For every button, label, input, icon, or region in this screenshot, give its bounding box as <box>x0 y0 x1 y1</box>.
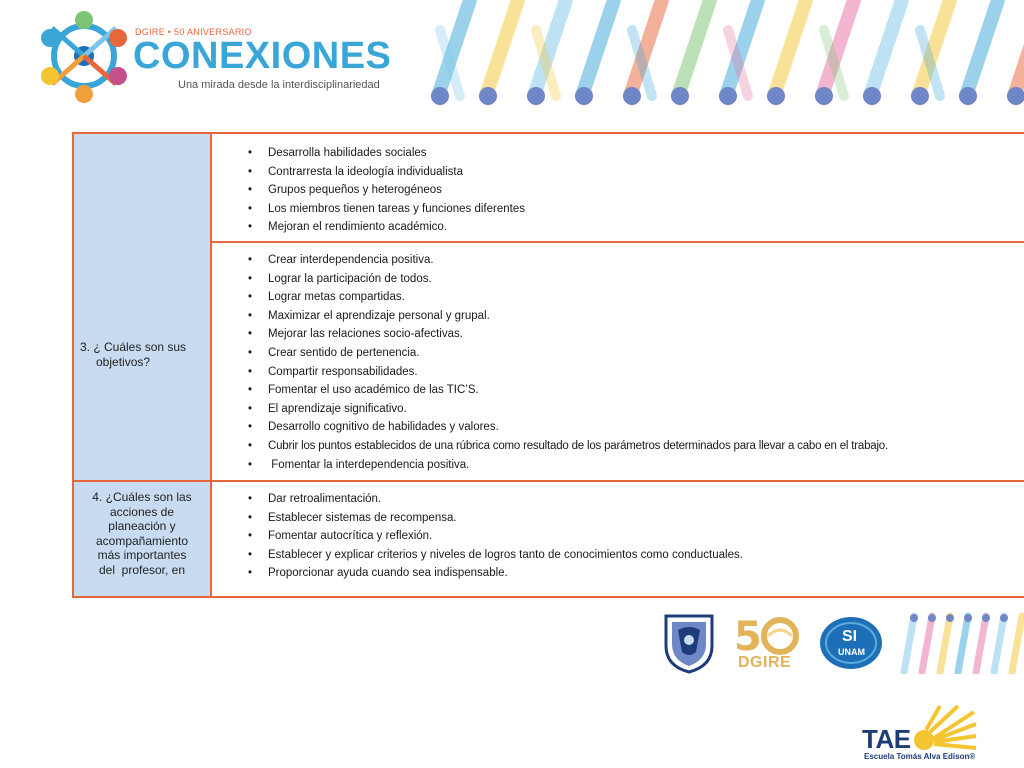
bullet-list <box>212 251 1024 474</box>
anniversary-label: DGIRE • 50 ANIVERSARIO <box>135 27 252 37</box>
header-banner <box>0 0 1024 120</box>
list-item: • Los miembros tienen tareas y funciones diferentes <box>248 200 1024 219</box>
conexiones-logo-icon <box>36 6 132 106</box>
question-4-label <box>80 490 204 577</box>
list-item: • Lograr la participación de todos. <box>248 270 1024 289</box>
list-item: • Maximizar el aprendizaje personal y grupal. <box>248 307 1024 326</box>
list-item: • Establecer y explicar criterios y niveles de logros tanto de conocimientos como conductuales. <box>248 546 1024 565</box>
list-item: • Desarrolla habilidades sociales <box>248 144 1024 163</box>
table-row <box>212 490 1024 583</box>
bullet-list <box>212 490 1024 583</box>
decorative-stripes-small <box>898 612 1024 674</box>
question-3-line: 3. ¿ Cuáles son sus <box>80 340 187 354</box>
question-4-line: planeación y <box>108 519 176 533</box>
conexiones-title: CONEXIONES <box>133 35 392 77</box>
question-3-label <box>80 340 186 369</box>
bullet-list <box>212 144 1024 237</box>
si-unam-logo <box>818 614 884 672</box>
svg-text:5: 5 <box>734 614 762 656</box>
tae-label: TAE <box>862 724 911 754</box>
unam-shield-icon <box>660 612 718 674</box>
question-4-line: más importantes <box>97 548 187 562</box>
list-item: • Dar retroalimentación. <box>248 490 1024 509</box>
list-item: • Fomentar el uso académico de las TIC’S. <box>248 381 1024 400</box>
decorative-stripes <box>430 0 1024 110</box>
unam-label: UNAM <box>838 647 865 657</box>
dgire-50-logo <box>732 612 806 674</box>
list-item: • Mejorar las relaciones socio-afectivas. <box>248 325 1024 344</box>
si-label: SI <box>842 628 858 645</box>
row-divider <box>212 241 1024 243</box>
list-item: • Fomentar la interdependencia positiva. <box>248 456 1024 475</box>
list-item: • Contrarresta la ideología individualista <box>248 163 1024 182</box>
row-divider <box>74 480 1024 482</box>
question-4-line: 4. ¿Cuáles son las <box>92 490 192 504</box>
list-item: • Lograr metas compartidas. <box>248 288 1024 307</box>
tae-logo <box>862 704 992 764</box>
list-item: • Crear interdependencia positiva. <box>248 251 1024 270</box>
objectives-table <box>72 132 1024 598</box>
list-item: • Fomentar autocrítica y reflexión. <box>248 527 1024 546</box>
list-item: • Establecer sistemas de recompensa. <box>248 509 1024 528</box>
fifty-icon <box>732 612 806 656</box>
list-item: • Cubrir los puntos establecidos de una rúbrica como resultado de los parámetros determinados para llevar a cabo en el trabajo. <box>248 437 1024 456</box>
question-4-line: del profesor, en <box>98 562 186 577</box>
table-row <box>212 251 1024 474</box>
list-item: • Proporcionar ayuda cuando sea indispensable. <box>248 564 1024 583</box>
list-item: • Compartir responsabilidades. <box>248 363 1024 382</box>
question-4-line: acciones de <box>109 504 175 519</box>
list-item: • Desarrollo cognitivo de habilidades y valores. <box>248 418 1024 437</box>
question-3-line: objetivos? <box>96 354 151 369</box>
table-row <box>212 144 1024 237</box>
list-item: • Mejoran el rendimiento académico. <box>248 218 1024 237</box>
conexiones-subtitle: Una mirada desde la interdisciplinariedad <box>178 79 380 91</box>
tae-school-name: Escuela Tomás Alva Edison® <box>864 752 976 761</box>
question-4-line: acompañamiento <box>95 533 189 548</box>
list-item: • El aprendizaje significativo. <box>248 400 1024 419</box>
list-item: • Crear sentido de pertenencia. <box>248 344 1024 363</box>
list-item: • Grupos pequeños y heterogéneos <box>248 181 1024 200</box>
dgire-label: DGIRE <box>738 654 792 671</box>
